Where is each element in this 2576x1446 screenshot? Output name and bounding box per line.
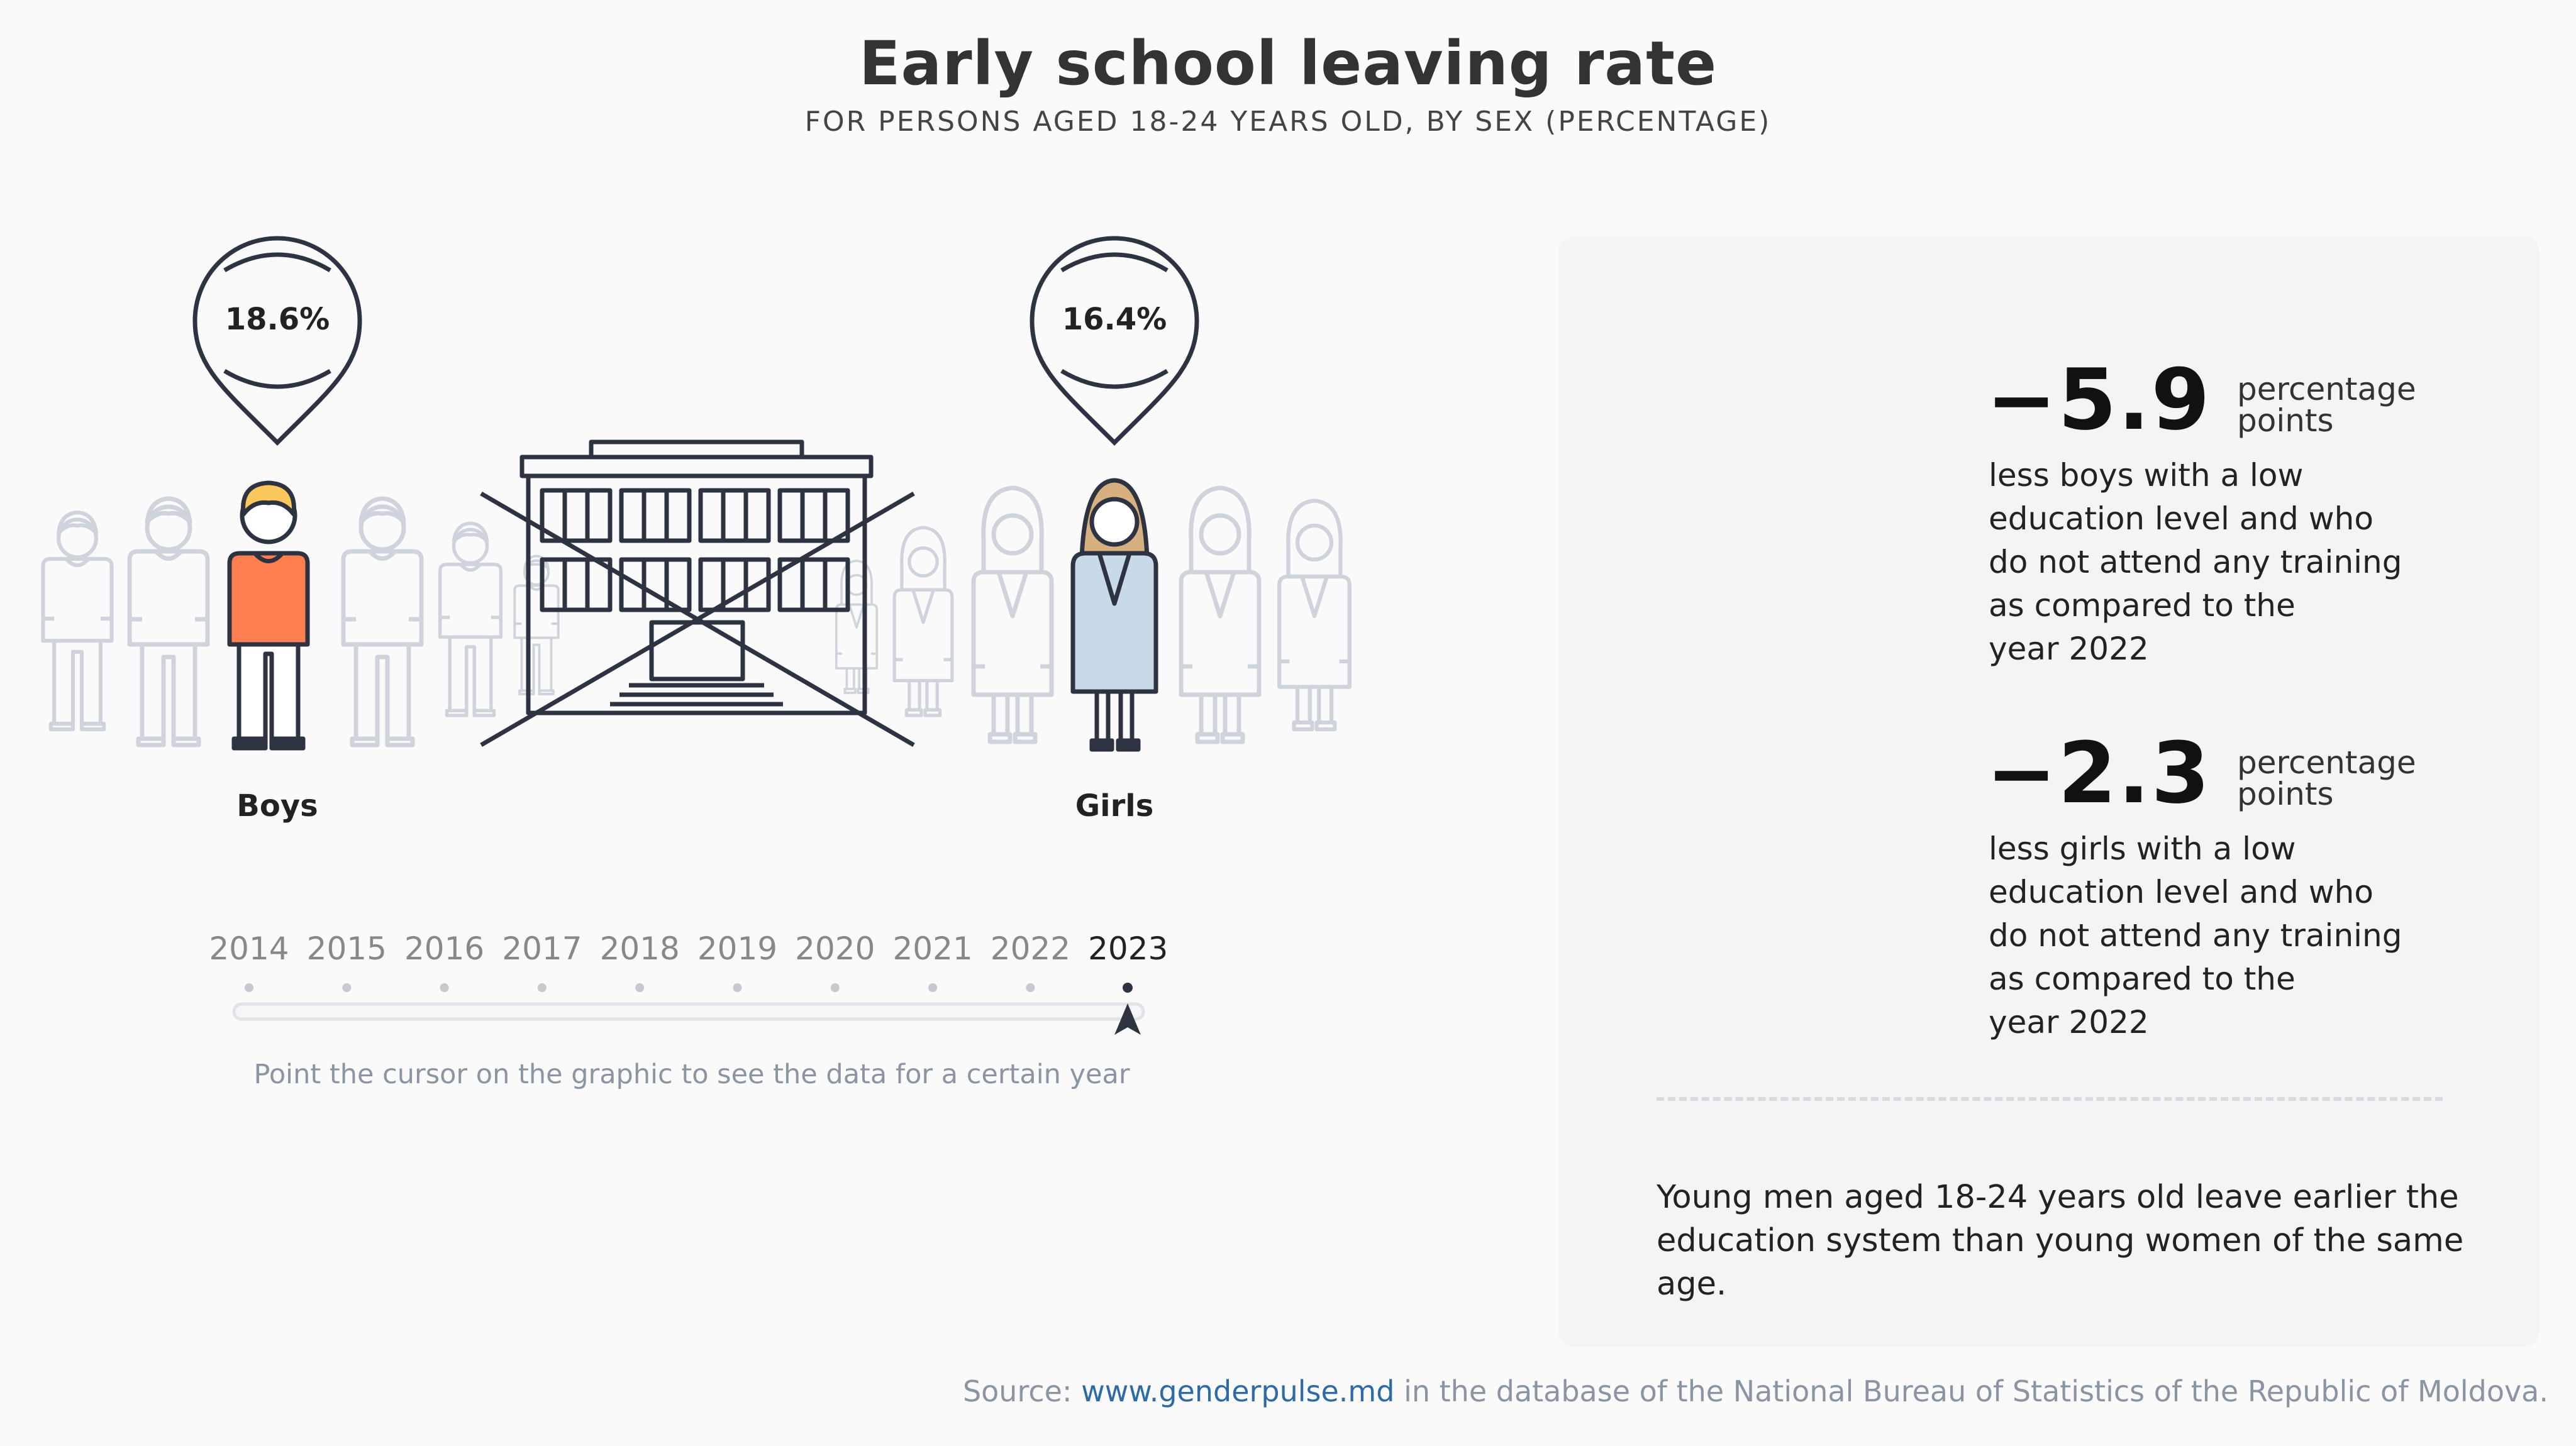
page-title: Early school leaving rate [858,28,1718,99]
boys-label: Boys [236,788,318,824]
timeline-year-2021[interactable]: 2021 [892,930,973,967]
girl-figure-faded [894,527,952,715]
description-line: education level and who [1989,874,2373,910]
timeline-tick-2021[interactable] [928,983,937,992]
girls-change-description [1989,827,2467,1044]
girl-figure-faded [1181,488,1259,742]
timeline-year-2022[interactable]: 2022 [990,930,1071,967]
timeline-year-2023[interactable]: 2023 [1088,930,1169,967]
girl-figure-highlighted [1073,480,1156,749]
description-line: less girls with a low [1989,831,2296,867]
timeline-ticks [245,983,1035,992]
panel-conclusion: Young men aged 18-24 years old leave earlier the education system than young women of the same age. [1657,1179,2464,1303]
timeline-tick-2014[interactable] [245,983,253,992]
boy-figure-faded [43,512,111,729]
timeline-tick-2018[interactable] [635,983,644,992]
boy-figure-faded [440,523,501,715]
boy-figure-faded [130,499,208,745]
boys-change-description [1989,454,2467,671]
source-suffix: in the database of the National Bureau of Statistics of the Republic of Moldova. [1394,1374,2548,1408]
school-windows [542,490,848,610]
timeline-years [208,930,1189,974]
description-line: do not attend any training [1989,917,2402,954]
girls-change-value: −2.3 [1986,724,2211,822]
description-line: year 2022 [1989,631,2149,667]
timeline-year-2014[interactable]: 2014 [209,930,289,967]
source-link[interactable]: www.genderpulse.md [1081,1374,1395,1408]
school-building-icon [481,442,914,745]
girl-figure-faded [1279,500,1350,729]
panel-divider [1657,1097,2443,1101]
girls-change-unit: percentage points [2237,744,2416,812]
description-line: do not attend any training [1989,544,2402,580]
girls-value-pin [1032,238,1197,443]
boys-change-value: −5.9 [1986,351,2211,449]
timeline-year-2016[interactable]: 2016 [404,930,485,967]
timeline-tick-2017[interactable] [538,983,547,992]
timeline-year-2019[interactable]: 2019 [697,930,778,967]
timeline-tick-2020[interactable] [831,983,840,992]
timeline-hint: Point the cursor on the graphic to see the data for a certain year [253,1059,1130,1090]
timeline-active-dot [1123,983,1133,993]
girls-label: Girls [1075,788,1154,824]
boy-figure-faded [343,499,421,745]
description-line: education level and who [1989,500,2373,537]
timeline-tick-2016[interactable] [440,983,449,992]
description-line: as compared to the [1989,587,2296,624]
source-note [963,1374,2548,1408]
page-subtitle: FOR PERSONS AGED 18-24 YEARS OLD, BY SEX (PERCENTAGE) [804,106,1772,138]
girls-rate-value: 16.4% [1062,302,1167,337]
description-line: as compared to the [1989,961,2296,997]
boys-rate-value: 18.6% [225,302,330,337]
boys-value-pin [195,238,360,443]
timeline-tick-2022[interactable] [1026,983,1035,992]
timeline-track [234,1004,1143,1019]
description-line: less boys with a low [1989,457,2304,494]
timeline-year-2015[interactable]: 2015 [306,930,387,967]
timeline-tick-2015[interactable] [342,983,351,992]
boy-figure-highlighted [230,483,308,748]
timeline-year-2020[interactable]: 2020 [795,930,875,967]
timeline-year-2017[interactable]: 2017 [502,930,582,967]
boys-change-unit: percentage points [2237,371,2416,439]
description-line: year 2022 [1989,1004,2149,1040]
timeline-year-2018[interactable]: 2018 [599,930,680,967]
timeline-tick-2019[interactable] [733,983,742,992]
boy-figure-faded [514,556,558,694]
timeline-slider[interactable] [234,983,1143,1035]
source-prefix: Source: [962,1374,1082,1408]
girl-figure-faded [974,488,1052,742]
girl-figure-faded [836,561,877,693]
